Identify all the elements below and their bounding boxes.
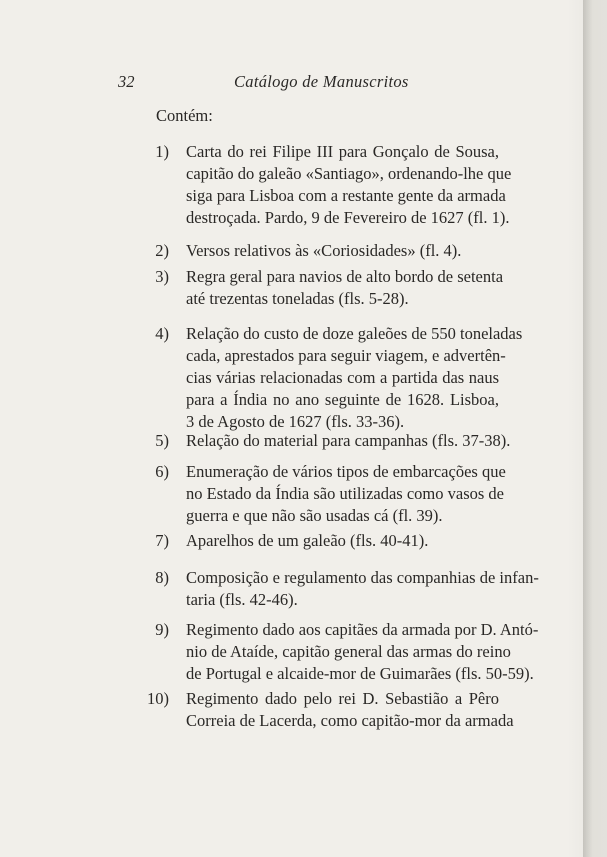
entry-number: 5) bbox=[155, 431, 169, 450]
page-number: 32 bbox=[118, 72, 135, 91]
entry-line: para a Índia no ano seguinte de 1628. Lisboa, bbox=[186, 390, 499, 409]
entry-text bbox=[186, 141, 512, 229]
entry-line: Correia de Lacerda, como capitão-mor da armada bbox=[186, 711, 514, 730]
entry-text bbox=[186, 619, 539, 685]
entry-line: siga para Lisboa com a restante gente da armada bbox=[186, 186, 506, 205]
entry-line: cias várias relacionadas com a partida das naus bbox=[186, 368, 499, 387]
entry-number: 7) bbox=[155, 531, 169, 550]
entry-line: Versos relativos às «Coriosidades» (fl. 4). bbox=[186, 241, 462, 260]
entry-line: no Estado da Índia são utilizadas como vasos de bbox=[186, 484, 505, 503]
entry-text bbox=[186, 240, 499, 262]
entry-line: Carta do rei Filipe III para Gonçalo de Sousa, bbox=[186, 142, 499, 161]
entry-number: 10) bbox=[147, 689, 169, 708]
entry-number: 6) bbox=[155, 462, 169, 481]
intro-label: Contém: bbox=[156, 106, 213, 125]
entry-line: Composição e regulamento das companhias de infan- bbox=[186, 568, 539, 587]
entry-line: até trezentas toneladas (fls. 5-28). bbox=[186, 289, 409, 308]
entry-text bbox=[186, 323, 523, 433]
entry-number: 3) bbox=[155, 267, 169, 286]
entry-text bbox=[186, 688, 514, 732]
entry-line: guerra e que não são usadas cá (fl. 39). bbox=[186, 506, 443, 525]
entry-line: 3 de Agosto de 1627 (fls. 33-36). bbox=[186, 412, 405, 431]
entry-line: Relação do material para campanhas (fls. 37-38). bbox=[186, 431, 511, 450]
entry-number: 9) bbox=[155, 620, 169, 639]
entry-text bbox=[186, 461, 506, 527]
entry-line: Relação do custo de doze galeões de 550 toneladas bbox=[186, 324, 523, 343]
entry-number: 4) bbox=[155, 324, 169, 343]
page-header bbox=[118, 72, 476, 94]
entry-line: Regimento dado pelo rei D. Sebastião a Pêro bbox=[186, 689, 499, 708]
entry-text bbox=[186, 430, 511, 452]
entry-number: 1) bbox=[155, 142, 169, 161]
entry-number: 8) bbox=[155, 568, 169, 587]
entry-line: nio de Ataíde, capitão general das armas do reino bbox=[186, 642, 511, 661]
entry-line: Regimento dado aos capitães da armada por D. Antó- bbox=[186, 620, 539, 639]
entry-line: de Portugal e alcaide-mor de Guimarães (fls. 50-59). bbox=[186, 664, 534, 683]
entry-line: cada, aprestados para seguir viagem, e advertên- bbox=[186, 346, 506, 365]
entry-line: taria (fls. 42-46). bbox=[186, 590, 298, 609]
entry-number: 2) bbox=[155, 241, 169, 260]
entry-text bbox=[186, 567, 539, 611]
running-head: Catálogo de Manuscritos bbox=[234, 72, 409, 91]
entry-line: capitão do galeão «Santiago», ordenando-lhe que bbox=[186, 164, 512, 183]
entry-line: destroçada. Pardo, 9 de Fevereiro de 1627 (fl. 1). bbox=[186, 208, 510, 227]
entry-line: Regra geral para navios de alto bordo de setenta bbox=[186, 267, 504, 286]
entry-line: Aparelhos de um galeão (fls. 40-41). bbox=[186, 531, 429, 550]
entry-text bbox=[186, 530, 499, 552]
entry-line: Enumeração de vários tipos de embarcações que bbox=[186, 462, 506, 481]
entry-text bbox=[186, 266, 504, 310]
page-edge bbox=[583, 0, 607, 857]
